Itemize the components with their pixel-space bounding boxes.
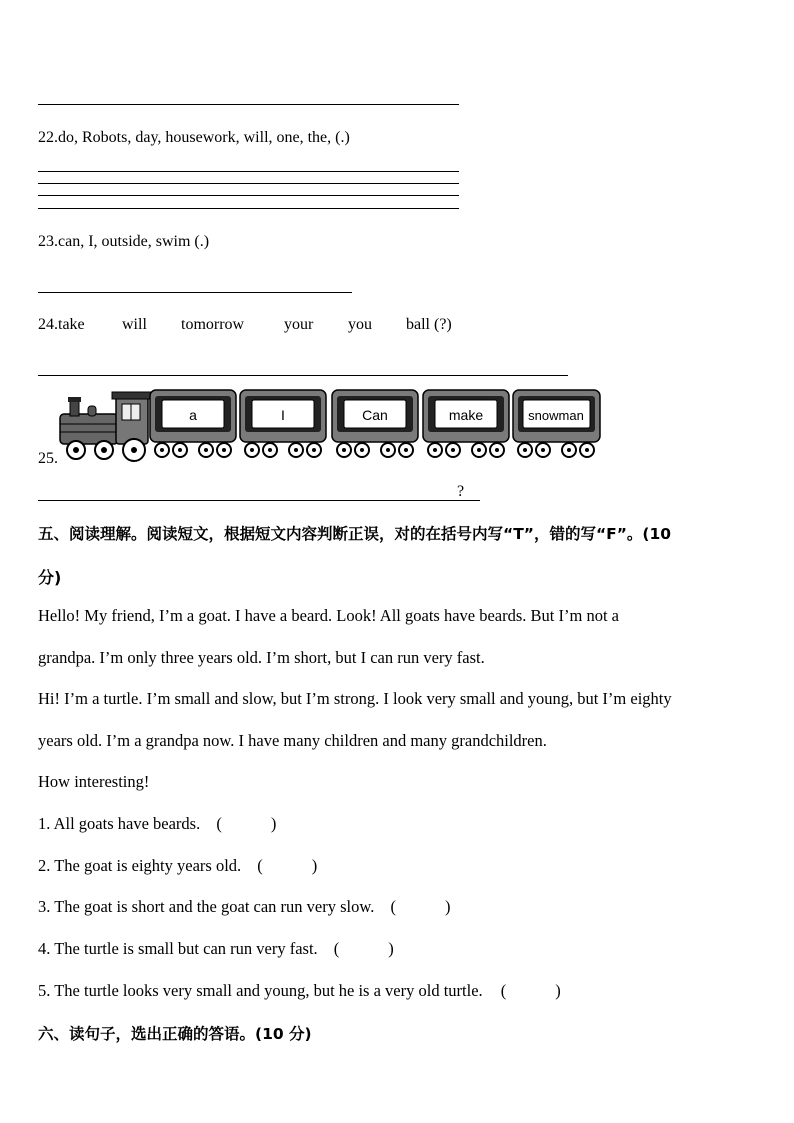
train-car bbox=[240, 390, 326, 457]
answer-line[interactable] bbox=[38, 104, 459, 105]
answer-line[interactable] bbox=[38, 195, 459, 196]
car-word: make bbox=[448, 407, 484, 423]
section-5-heading: 五、阅读理解。阅读短文，根据短文内容判断正误，对的在括号内写“T”，错的写“F”。(10 bbox=[38, 525, 672, 543]
paren-open: ( bbox=[500, 981, 507, 1000]
answer-bracket[interactable] bbox=[390, 897, 450, 917]
section-6-heading: 六、读句子，选出正确的答语。(10 分) bbox=[38, 1025, 312, 1043]
answer-line[interactable] bbox=[38, 171, 459, 172]
question-22: 22.do, Robots, day, housework, will, one, the, (.) bbox=[38, 129, 350, 146]
answer-bracket[interactable] bbox=[257, 856, 317, 876]
passage-line: Hello! My friend, I’m a goat. I have a beard. Look! All goats have beards. But I’m not a bbox=[38, 606, 619, 625]
train-car bbox=[513, 390, 600, 457]
item-text: 1. All goats have beards. bbox=[38, 814, 201, 833]
answer-line[interactable] bbox=[38, 208, 459, 209]
passage-line: How interesting! bbox=[38, 772, 150, 791]
paren-close: ) bbox=[311, 856, 318, 875]
car-word: a bbox=[189, 407, 197, 423]
answer-line[interactable] bbox=[38, 500, 480, 501]
train-car bbox=[150, 390, 236, 457]
answer-line[interactable] bbox=[38, 292, 352, 293]
passage-line: Hi! I’m a turtle. I’m small and slow, but I’m strong. I look very small and young, but I’m eighty bbox=[38, 689, 672, 708]
judge-item-5 bbox=[38, 981, 561, 1001]
item-text: 4. The turtle is small but can run very fast. bbox=[38, 939, 318, 958]
train-car bbox=[332, 390, 418, 457]
judge-item-4 bbox=[38, 939, 394, 959]
car-word: snowman bbox=[528, 408, 584, 423]
question-25-number: 25. bbox=[38, 450, 58, 467]
judge-item-2 bbox=[38, 856, 317, 876]
question-23: 23.can, I, outside, swim (.) bbox=[38, 233, 210, 250]
item-text: 3. The goat is short and the goat can run very slow. bbox=[38, 897, 375, 916]
word: ball (?) bbox=[406, 316, 452, 333]
word: tomorrow bbox=[181, 316, 245, 333]
end-mark: ? bbox=[457, 483, 465, 500]
paren-close: ) bbox=[444, 897, 451, 916]
section-5-heading-cont: 分) bbox=[38, 568, 62, 587]
item-text: 5. The turtle looks very small and young, but he is a very old turtle. bbox=[38, 981, 483, 1000]
answer-bracket[interactable] bbox=[334, 939, 394, 959]
judge-item-1 bbox=[38, 814, 276, 834]
train-car bbox=[423, 390, 509, 457]
word: your bbox=[284, 316, 314, 333]
judge-item-3 bbox=[38, 897, 450, 917]
locomotive-icon bbox=[60, 392, 152, 461]
answer-bracket[interactable] bbox=[216, 814, 276, 834]
word: you bbox=[348, 316, 372, 333]
paren-open: ( bbox=[333, 939, 340, 958]
word: take bbox=[58, 316, 85, 333]
paren-open: ( bbox=[390, 897, 396, 916]
answer-bracket[interactable] bbox=[501, 981, 561, 1001]
item-text: 2. The goat is eighty years old. bbox=[38, 856, 242, 875]
paren-open: ( bbox=[216, 814, 222, 833]
answer-line[interactable] bbox=[38, 183, 459, 184]
passage-line: years old. I’m a grandpa now. I have many children and many grandchildren. bbox=[38, 731, 547, 750]
question-24 bbox=[38, 316, 468, 334]
word: will bbox=[122, 316, 147, 333]
car-word: I bbox=[281, 407, 285, 423]
paren-open: ( bbox=[257, 856, 263, 875]
question-number: 24. bbox=[38, 316, 58, 333]
train-illustration bbox=[58, 386, 604, 464]
paren-close: ) bbox=[270, 814, 277, 833]
paren-close: ) bbox=[555, 981, 561, 1000]
answer-line[interactable] bbox=[38, 375, 568, 376]
passage-line: grandpa. I’m only three years old. I’m short, but I can run very fast. bbox=[38, 648, 485, 667]
car-word: Can bbox=[362, 407, 388, 423]
paren-close: ) bbox=[388, 939, 394, 958]
